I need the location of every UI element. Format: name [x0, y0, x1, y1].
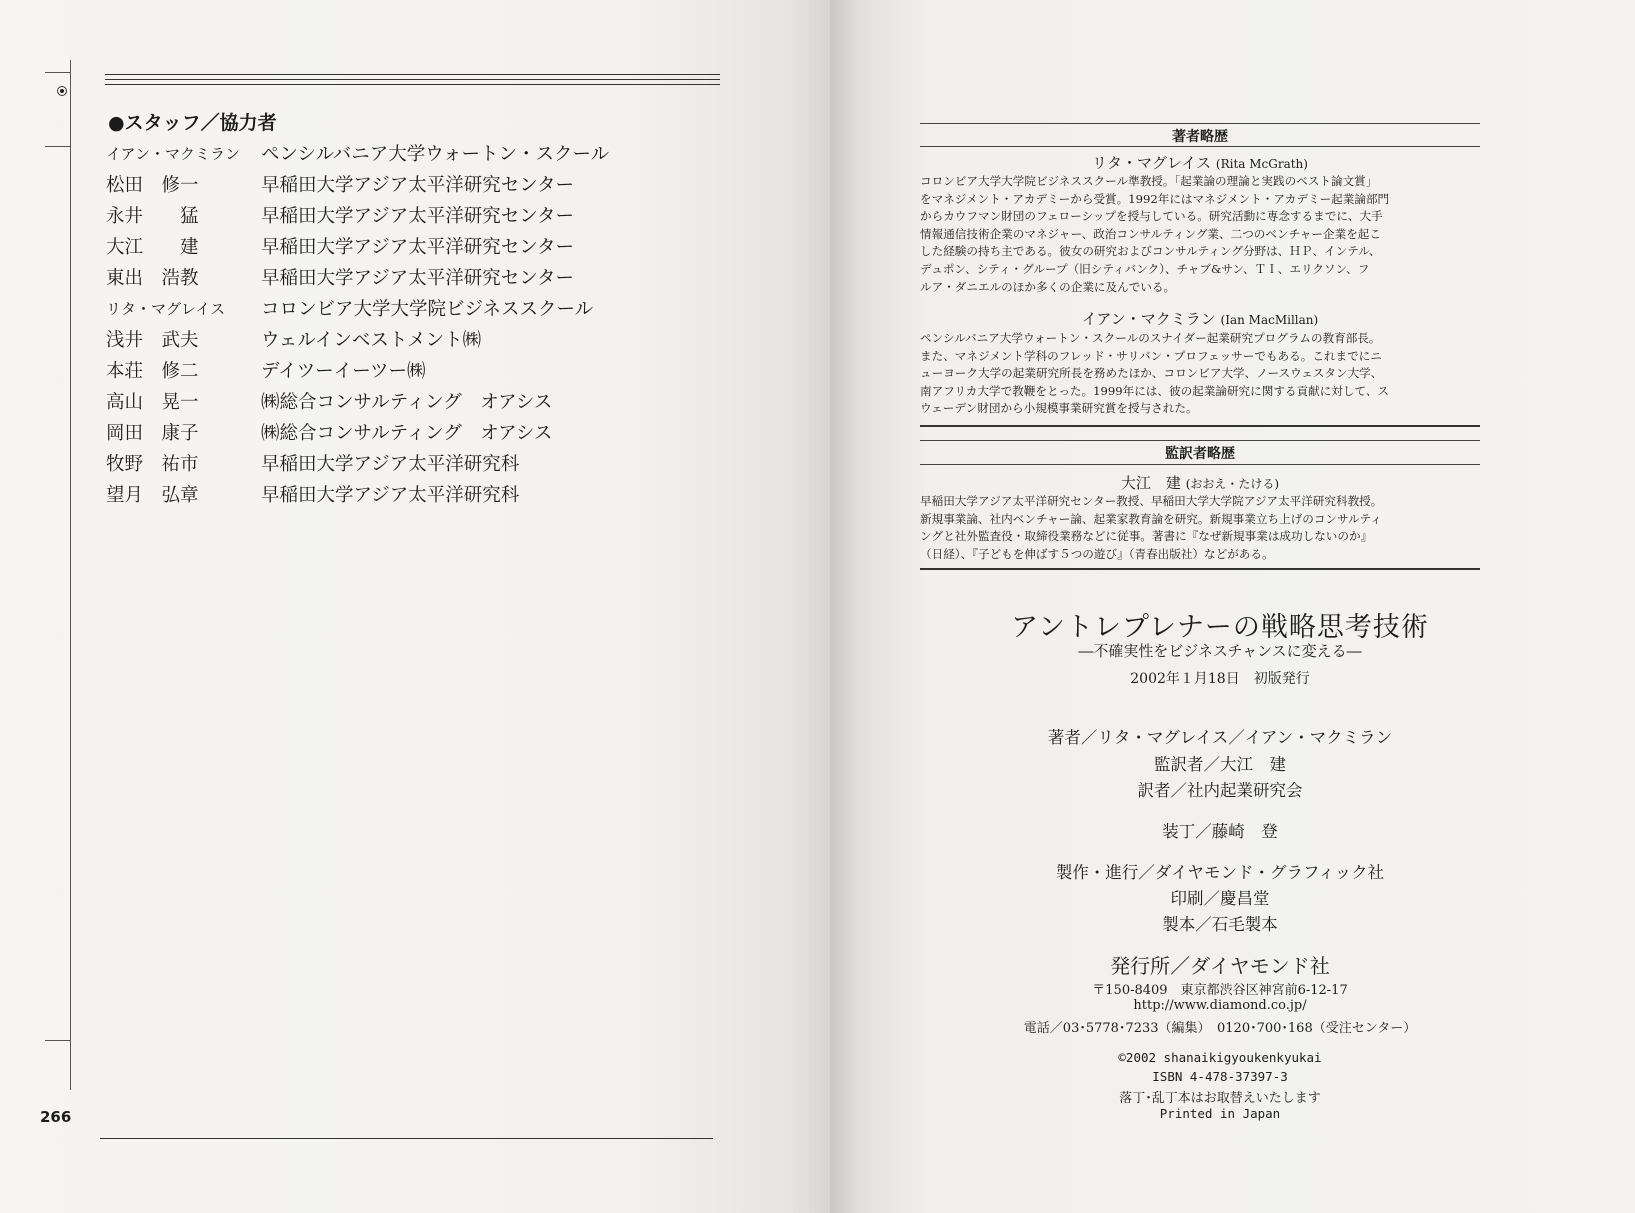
bio-line: からカウフマン財団のフェローシップを授与している。研究活動に専念するまでに、大手 [920, 209, 1383, 224]
copyright: ©2002 shanaikigyoukenkyukai [1118, 1050, 1322, 1065]
staff-name: 岡田 康子 [106, 423, 199, 444]
staff-affiliation: 早稲田大学アジア太平洋研究センター [261, 237, 575, 258]
author-bio-text [920, 173, 1480, 296]
author-romaji: (Ian MacMillan) [1220, 313, 1319, 327]
isbn: ISBN 4-478-37397-3 [1152, 1069, 1288, 1084]
printed-in: Printed in Japan [1159, 1106, 1281, 1121]
bio-line: 南アフリカ大学で教鞭をとった。1999年には、彼の起業論研究に関する貢献に対して、ス [920, 383, 1390, 398]
bio-line: ペンシルバニア大学ウォートン・スクールのスナイダー起業研究プログラムの教育部長。 [920, 331, 1381, 345]
bio-line: コロンビア大学大学院ビジネススクール準教授。「起業論の理論と実践のベスト論文賞」 [920, 174, 1378, 188]
bio-line: した経験の持ち主である。彼女の研究およびコンサルティング分野は、ＨＰ、インテル、 [920, 244, 1381, 259]
author-romaji: (Rita McGrath) [1215, 157, 1308, 171]
staff-affiliation: 早稲田大学アジア太平洋研究センター [261, 206, 575, 227]
staff-name: イアン・マクミラン [106, 145, 240, 163]
translator-reading: (おおえ・たける) [1185, 477, 1280, 491]
credit-authors: 著者／リタ・マグレイス／イアン・マクミラン [1047, 728, 1393, 747]
author-bio-name [920, 152, 1480, 173]
translator-box-title-rule [920, 464, 1480, 465]
staff-affiliation: 早稲田大学アジア太平洋研究センター [261, 268, 575, 289]
page-number: 266 [40, 1108, 72, 1126]
margin-rule [70, 60, 71, 1090]
translator-box-title: 監訳者略歴 [1165, 446, 1235, 462]
bio-line: デュポン、シティ・グループ（旧シティバンク）、チャブ&サン、ＴＩ、エリクソン、フ [920, 261, 1370, 276]
staff-name: 浅井 武夫 [106, 330, 199, 351]
header-rule [105, 74, 720, 75]
staff-affiliation: 早稲田大学アジア太平洋研究科 [261, 485, 520, 506]
margin-tick [45, 146, 71, 147]
staff-name: 高山 晃一 [106, 392, 199, 413]
staff-name: 松田 修一 [106, 175, 199, 196]
author-name: リタ・マグレイス [1092, 154, 1212, 172]
translator-box-bottom-rule [920, 568, 1480, 570]
credit-binding: 装丁／藤崎 登 [1162, 822, 1278, 841]
bio-line: （日経）、『子どもを伸ばす５つの遊び』（青春出版社）などがある。 [920, 546, 1274, 561]
bio-line: ングと社外監査役・取締役業務などに従事。著書に『なぜ新規事業は成功しないのか』 [920, 529, 1373, 544]
translator-box-top-rule [920, 440, 1480, 441]
staff-name: 東出 浩教 [106, 268, 199, 289]
author-bio-text [920, 330, 1480, 418]
publisher-address: 〒150-8409 東京都渋谷区神宮前6-12-17 [1092, 983, 1348, 998]
bio-line: 情報通信技術企業のマネジャー、政治コンサルティング業、二つのベンチャー企業を起こ [920, 226, 1381, 241]
staff-affiliation: 早稲田大学アジア太平洋研究科 [261, 454, 520, 475]
author-box-title: 著者略歴 [1172, 129, 1228, 145]
author-box-top-rule [920, 123, 1480, 124]
bio-line: ューヨーク大学の起業研究所長を務めたほか、コロンビア大学、ノースウェスタン大学、 [920, 366, 1383, 381]
bio-line: 新規事業論、社内ベンチャー論、起業家教育論を研究。新規事業立ち上げのコンサルティ [920, 511, 1382, 526]
author-box-title-rule [920, 146, 1480, 147]
staff-name: リタ・マグレイス [106, 300, 226, 318]
staff-name: 大江 建 [106, 237, 199, 258]
bio-line: 早稲田大学アジア太平洋研究センター教授、早稲田大学大学院アジア太平洋研究科教授。 [920, 494, 1383, 508]
staff-heading: ●スタッフ／協力者 [108, 112, 277, 134]
credit-printing: 印刷／慶昌堂 [1170, 889, 1270, 908]
book-subtitle: ―不確実性をビジネスチャンスに変える― [1078, 642, 1362, 660]
credit-bookbinding: 製本／石毛製本 [1162, 915, 1278, 934]
credit-translator: 訳者／社内起業研究会 [1137, 781, 1303, 800]
bio-line: また、マネジメント学科のフレッド・サリバン・プロフェッサーでもある。これまでにニ [920, 348, 1382, 363]
staff-name: 本荘 修二 [106, 361, 199, 382]
publisher-phone: 電話／03･5778･7233（編集） 0120･700･168（受注センター） [1023, 1021, 1417, 1036]
replacement-notice: 落丁･乱丁本はお取替えいたします [1119, 1091, 1321, 1106]
margin-tick [45, 1040, 71, 1041]
translator-bio-text [920, 493, 1480, 563]
translator-bio-name [920, 472, 1480, 493]
staff-affiliation: 早稲田大学アジア太平洋研究センター [261, 175, 575, 196]
header-rule [105, 84, 720, 85]
publisher-url: http://www.diamond.co.jp/ [1133, 998, 1307, 1013]
staff-affiliation: コロンビア大学大学院ビジネススクール [261, 299, 594, 320]
staff-affiliation: デイツーイーツー㈱ [261, 361, 426, 382]
author-box-bottom-rule [920, 425, 1480, 427]
credit-production: 製作・進行／ダイヤモンド・グラフィック社 [1055, 863, 1385, 882]
header-rule [105, 79, 720, 80]
staff-affiliation: ペンシルバニア大学ウォートン・スクール [261, 144, 610, 165]
translator-name: 大江 建 [1120, 474, 1181, 492]
author-bio-name [920, 308, 1480, 329]
footer-rule [100, 1138, 713, 1139]
staff-name: 永井 猛 [106, 206, 199, 227]
bullet-marker-icon [57, 86, 67, 96]
staff-affiliation: ㈱総合コンサルティング オアシス [261, 423, 553, 444]
bio-line: ウェーデン財団から小規模事業研究賞を授与された。 [920, 401, 1198, 416]
staff-name: 牧野 祐市 [106, 454, 199, 475]
bio-line: ルア・ダニエルのほか多くの企業に及んでいる。 [920, 279, 1176, 294]
bio-line: をマネジメント・アカデミーから受賞。1992年にはマネジメント・アカデミー起業論部門 [920, 191, 1390, 206]
margin-tick [45, 72, 71, 73]
staff-name: 望月 弘章 [106, 485, 199, 506]
credit-supervisor: 監訳者／大江 建 [1154, 755, 1286, 774]
publication-date: 2002年１月18日 初版発行 [1130, 671, 1310, 687]
author-name: イアン・マクミラン [1081, 310, 1216, 328]
book-title: アントレプレナーの戦略思考技術 [1011, 612, 1429, 643]
staff-affiliation: ウェルインベストメント㈱ [261, 330, 482, 351]
publisher: 発行所／ダイヤモンド社 [1110, 954, 1330, 978]
staff-affiliation: ㈱総合コンサルティング オアシス [261, 392, 553, 413]
